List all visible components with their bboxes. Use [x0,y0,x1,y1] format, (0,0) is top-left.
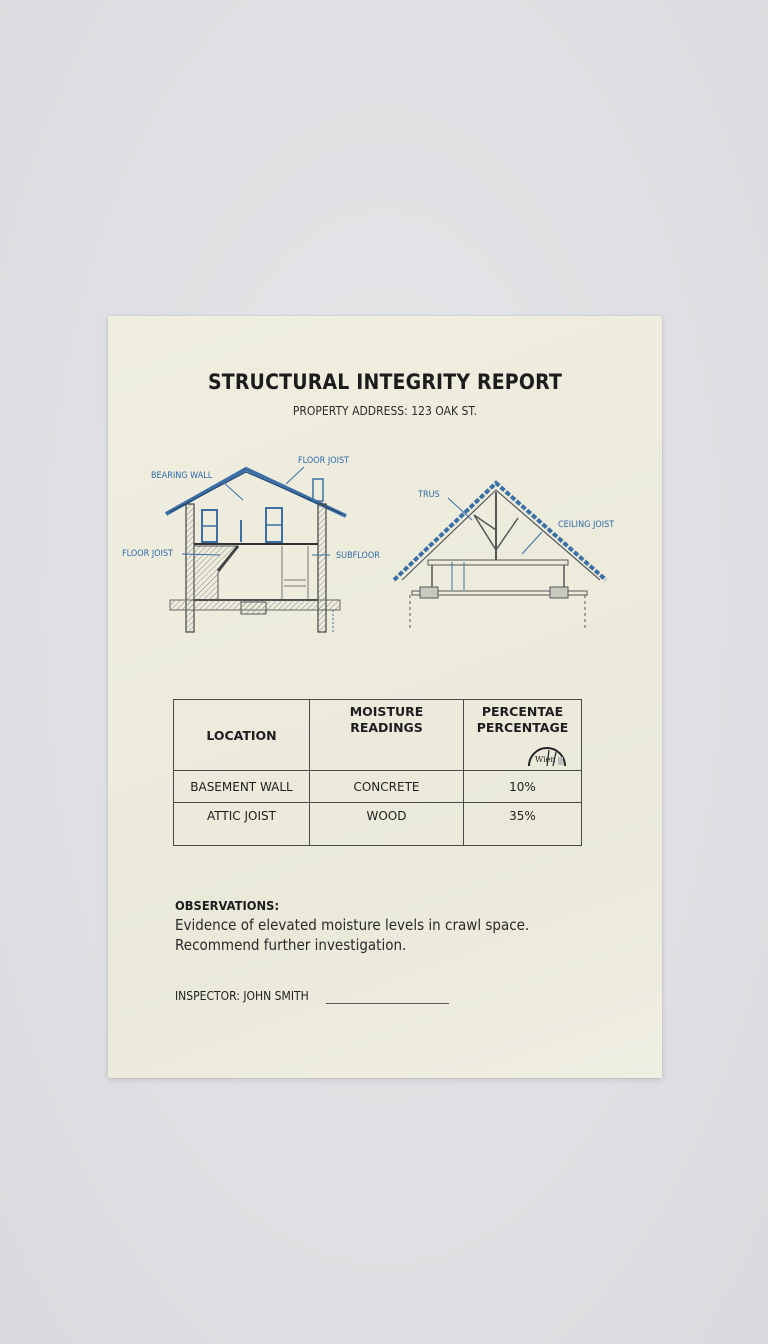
label-subfloor: SUBFLOOR [336,551,380,561]
signature-line [326,1003,449,1004]
cell-location: ATTIC JOIST [174,803,310,846]
cell-percentage: 10% [464,771,582,803]
cell-material: WOOD [310,803,464,846]
header-percentage-line1: PERCENTAE [481,704,564,719]
cell-percentage: 35% [464,803,582,846]
header-percentage-line2: PERCENTAGE [476,720,569,735]
label-ceiling-joist: CEILING JOIST [558,520,615,530]
header-moisture-line2: READINGS [350,720,423,735]
property-address: PROPERTY ADDRESS: 123 OAK ST. [292,404,478,418]
label-bearing-wall: BEARING WALL [151,471,213,481]
moisture-readings-table [173,699,582,846]
report-paper [108,316,662,1078]
cell-location: BASEMENT WALL [174,771,310,803]
moisture-gauge-icon [525,742,569,768]
header-location-label: LOCATION [206,727,277,743]
roof-truss-diagram [390,470,640,640]
observations-line-2: Recommend further investigation. [175,936,407,954]
label-floor-joist-top: FLOOR JOIST [298,456,350,466]
header-moisture-line1: MOISTURE [349,704,424,719]
inspector-name: INSPECTOR: JOHN SMITH [175,989,309,1003]
label-floor-joist-left: FLOOR JOIST [122,549,174,559]
gauge-text: Wien [535,755,556,764]
header-moisture-readings [310,700,464,771]
cell-material: CONCRETE [310,771,464,803]
house-section-drawing [108,316,408,646]
table-header-row [174,700,582,771]
table-row [174,771,582,803]
table-row [174,803,582,846]
observations-heading: OBSERVATIONS: [175,898,280,913]
header-percentage [464,700,582,771]
label-truss: TRUS [418,490,440,500]
house-section-diagram [108,316,408,646]
header-location [174,700,310,771]
observations-line-1: Evidence of elevated moisture levels in crawl space. [175,916,530,934]
report-title: STRUCTURAL INTEGRITY REPORT [207,370,563,394]
